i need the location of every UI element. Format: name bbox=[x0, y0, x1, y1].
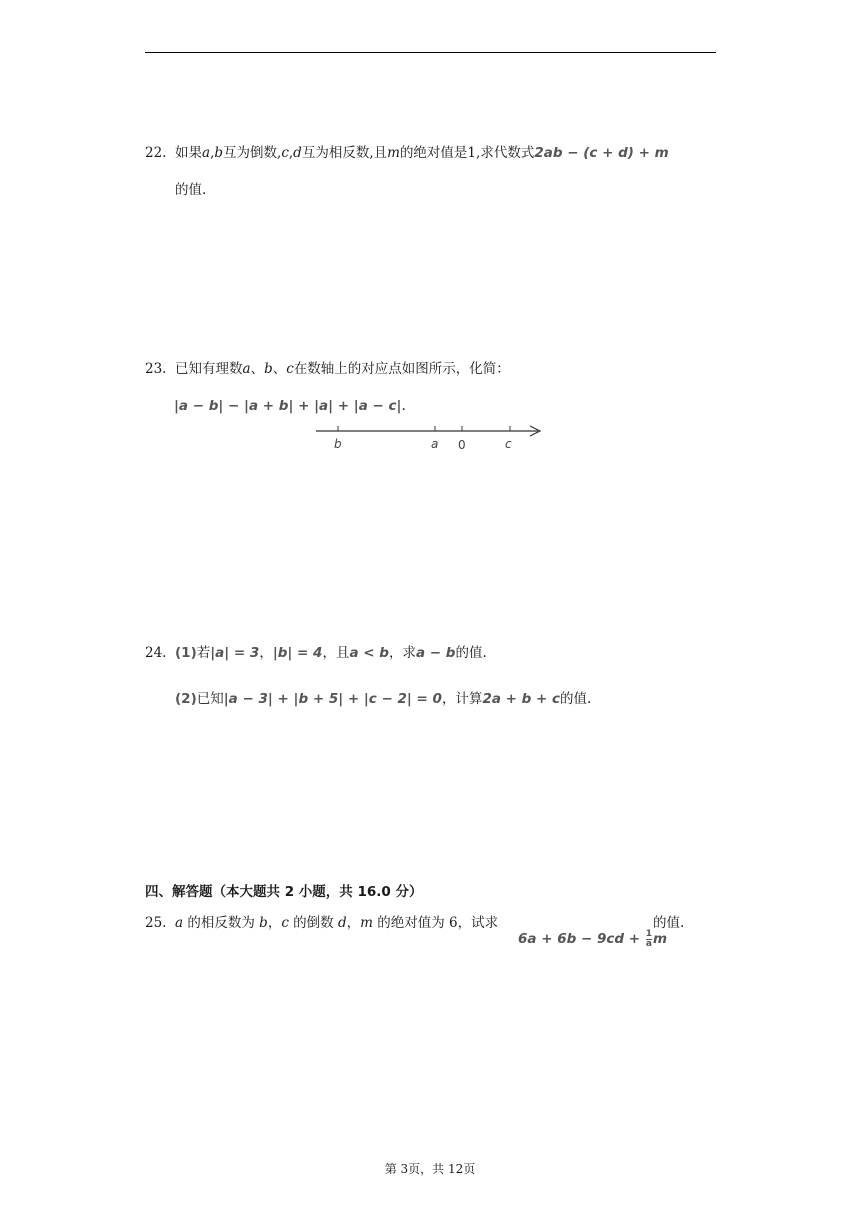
question-23-expression: |a − b| − |a + b| + |a| + |a − c|. bbox=[174, 398, 406, 414]
header-rule bbox=[145, 52, 716, 53]
fraction: $\frac{1}{a}$ bbox=[645, 929, 653, 949]
question-25: 25. a 的相反数为 b，c 的倒数 d，m 的绝对值为 6，试求 bbox=[145, 915, 499, 931]
question-22-line2: 的值. bbox=[175, 182, 207, 198]
question-24-part1: 24. (1)若|a| = 3，|b| = 4，且a < b，求a − b的值. bbox=[145, 645, 487, 661]
math-expression: |a − b| − |a + b| + |a| + |a − c| bbox=[174, 398, 402, 414]
question-25-expression: 6a + 6b − 9cd + $\frac{1}{a}$ m bbox=[518, 929, 668, 949]
number-line bbox=[310, 418, 550, 454]
question-number: 25. bbox=[145, 915, 167, 931]
section-heading: 四、解答题（本大题共 2 小题，共 16.0 分） bbox=[145, 884, 423, 900]
question-22: 22. 如果a,b互为倒数,c,d互为相反数,且m的绝对值是1,求代数式2ab − (c + d) + m bbox=[145, 145, 669, 161]
axis-label-b: b bbox=[334, 437, 342, 451]
question-number: 22. bbox=[145, 145, 167, 161]
question-24-part2: (2)已知|a − 3| + |b + 5| + |c − 2| = 0，计算2a + b + c的值. bbox=[175, 691, 592, 707]
question-number: 23. bbox=[145, 361, 167, 377]
page-footer: 第 3页，共 12页 bbox=[384, 1162, 476, 1176]
axis-label-c: c bbox=[505, 437, 512, 451]
question-23: 23. 已知有理数a、b、c在数轴上的对应点如图所示，化简： bbox=[145, 361, 510, 377]
axis-label-zero: 0 bbox=[458, 438, 466, 452]
math-expression: 2ab − (c + d) + m bbox=[534, 145, 669, 161]
axis-label-a: a bbox=[431, 437, 439, 451]
question-number: 24. bbox=[145, 645, 167, 661]
question-25-end: 的值. bbox=[653, 915, 685, 931]
